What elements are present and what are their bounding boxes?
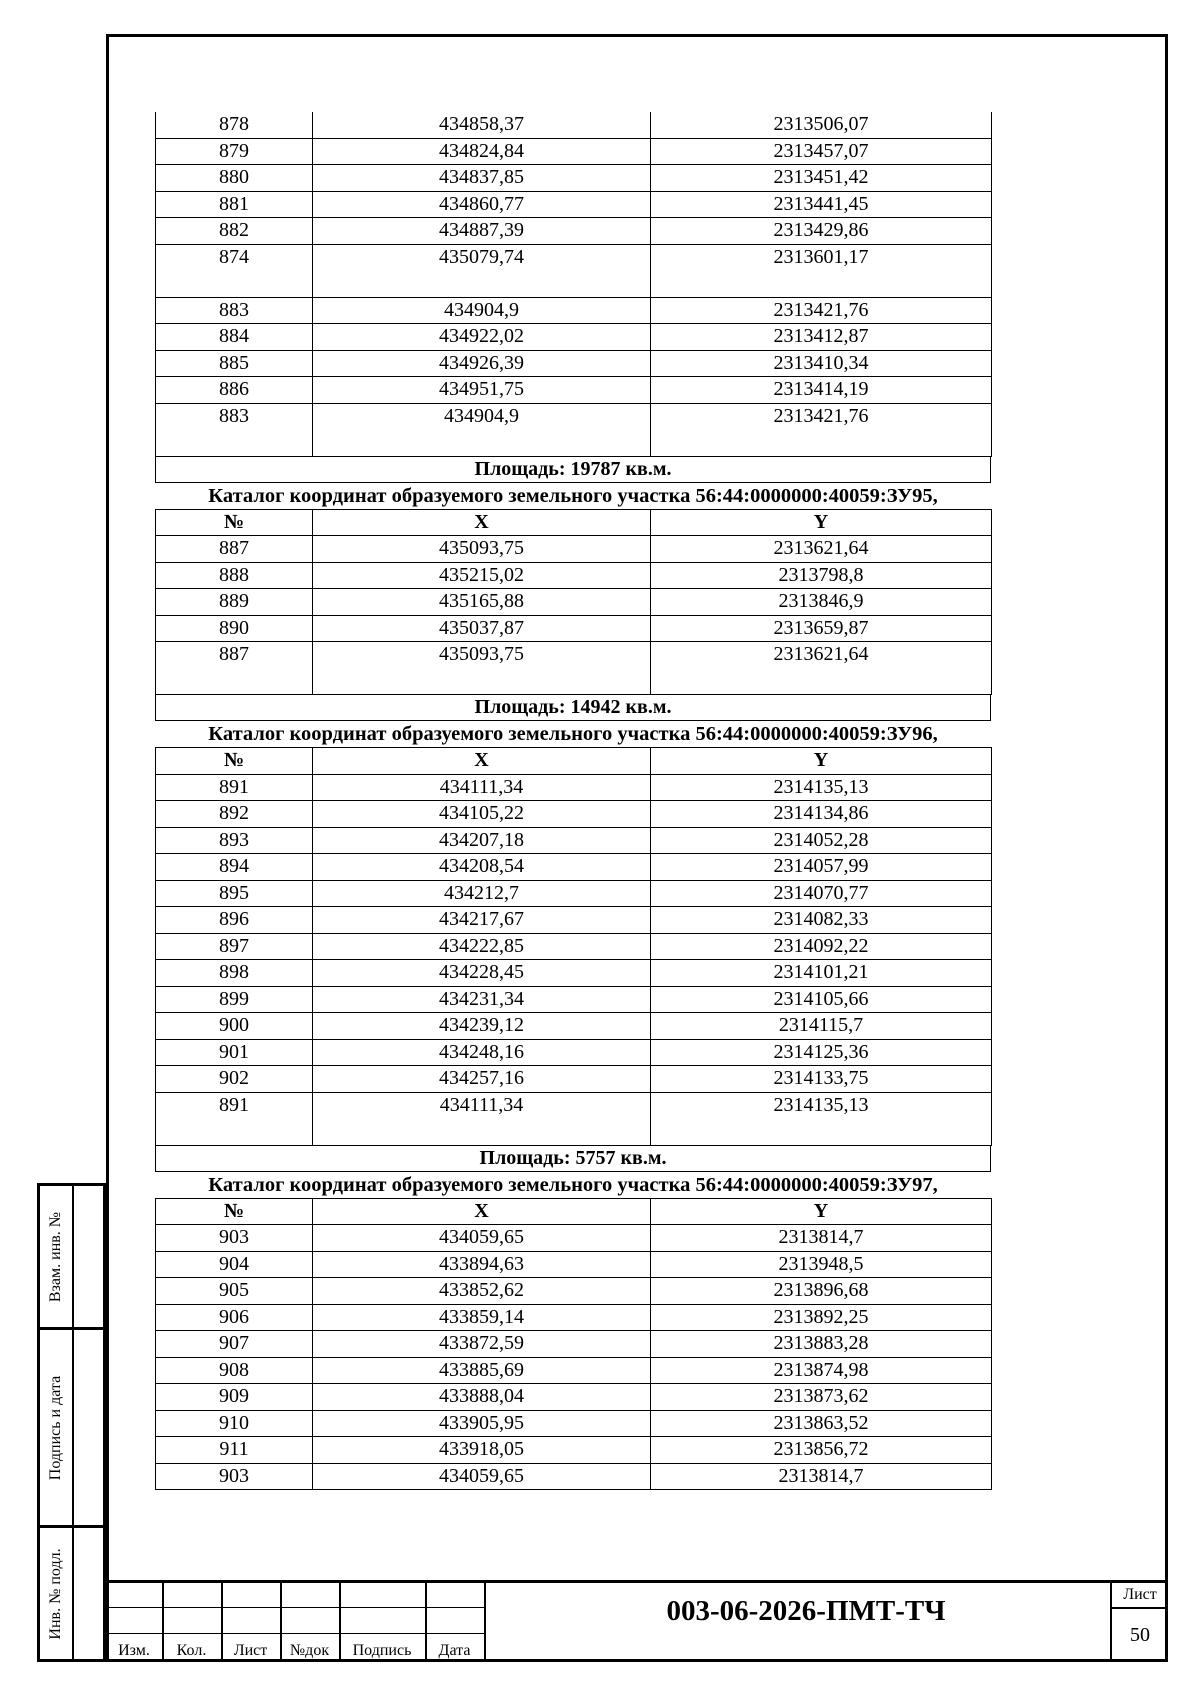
cell-y: 2313621,64 bbox=[651, 536, 992, 563]
table-row bbox=[156, 986, 992, 1013]
coord-table-continued bbox=[155, 112, 992, 457]
table-row bbox=[156, 165, 992, 192]
table-row bbox=[156, 801, 992, 828]
cell-number: 895 bbox=[156, 880, 313, 907]
cell-x: 433918,05 bbox=[313, 1437, 651, 1464]
table-header-row bbox=[156, 1198, 992, 1225]
cell-number: 887 bbox=[156, 536, 313, 563]
cell-y: 2313410,34 bbox=[651, 350, 992, 377]
cell-y: 2313421,76 bbox=[651, 403, 992, 456]
cell-y: 2313451,42 bbox=[651, 165, 992, 192]
cell-y: 2313621,64 bbox=[651, 642, 992, 695]
catalog-caption-zu97: Каталог координат образуемого земельного участка 56:44:0000000:40059:ЗУ97, bbox=[208, 1173, 938, 1196]
cell-y: 2313896,68 bbox=[651, 1278, 992, 1305]
cell-y: 2314057,99 bbox=[651, 854, 992, 881]
cell-x: 435093,75 bbox=[313, 536, 651, 563]
cell-number: 905 bbox=[156, 1278, 313, 1305]
cell-x: 434887,39 bbox=[313, 218, 651, 245]
cell-number: 882 bbox=[156, 218, 313, 245]
header-y: Y bbox=[651, 748, 992, 775]
cell-y: 2314135,13 bbox=[651, 1092, 992, 1145]
table-row bbox=[156, 138, 992, 165]
cell-number: 908 bbox=[156, 1357, 313, 1384]
cell-x: 435215,02 bbox=[313, 562, 651, 589]
cell-number: 906 bbox=[156, 1304, 313, 1331]
catalog-caption-zu95: Каталог координат образуемого земельного участка 56:44:0000000:40059:ЗУ95, bbox=[208, 484, 938, 507]
side-label-podpis-data: Подпись и дата bbox=[47, 1375, 64, 1480]
cell-number: 874 bbox=[156, 244, 313, 297]
cell-y: 2313883,28 bbox=[651, 1331, 992, 1358]
table-row bbox=[156, 1278, 992, 1305]
header-x: X bbox=[313, 509, 651, 536]
coord-table-zu95 bbox=[155, 509, 992, 696]
cell-number: 911 bbox=[156, 1437, 313, 1464]
cell-number: 885 bbox=[156, 350, 313, 377]
table-row bbox=[156, 1092, 992, 1145]
table-row bbox=[156, 854, 992, 881]
cell-number: 899 bbox=[156, 986, 313, 1013]
side-stamp-podpis-data bbox=[37, 1327, 106, 1528]
label-list: Лист bbox=[233, 1642, 268, 1659]
table-row bbox=[156, 827, 992, 854]
table-row bbox=[156, 1384, 992, 1411]
cell-x: 434111,34 bbox=[313, 774, 651, 801]
cell-x: 434926,39 bbox=[313, 350, 651, 377]
cell-number: 909 bbox=[156, 1384, 313, 1411]
cell-number: 890 bbox=[156, 615, 313, 642]
table-row bbox=[156, 218, 992, 245]
title-block-grid bbox=[106, 1583, 486, 1662]
table-row bbox=[156, 377, 992, 404]
table-row bbox=[156, 1463, 992, 1490]
cell-y: 2313457,07 bbox=[651, 138, 992, 165]
cell-number: 887 bbox=[156, 642, 313, 695]
cell-number: 889 bbox=[156, 589, 313, 616]
cell-number: 894 bbox=[156, 854, 313, 881]
sheet-box bbox=[1110, 1583, 1168, 1662]
cell-y: 2313412,87 bbox=[651, 324, 992, 351]
cell-y: 2313414,19 bbox=[651, 377, 992, 404]
table-row bbox=[156, 642, 992, 695]
cell-number: 901 bbox=[156, 1039, 313, 1066]
cell-y: 2313948,5 bbox=[651, 1251, 992, 1278]
cell-x: 434257,16 bbox=[313, 1066, 651, 1093]
catalog-caption-zu96: Каталог координат образуемого земельного участка 56:44:0000000:40059:ЗУ96, bbox=[208, 723, 938, 745]
cell-y: 2314135,13 bbox=[651, 774, 992, 801]
cell-x: 434111,34 bbox=[313, 1092, 651, 1145]
cell-number: 903 bbox=[156, 1463, 313, 1490]
cell-number: 891 bbox=[156, 1092, 313, 1145]
cell-y: 2314092,22 bbox=[651, 933, 992, 960]
header-number: № bbox=[156, 509, 313, 536]
header-x: X bbox=[313, 1198, 651, 1225]
label-kol: Кол. bbox=[176, 1642, 207, 1659]
table-row bbox=[156, 1437, 992, 1464]
table-row bbox=[156, 880, 992, 907]
document-code: 003-06-2026-ПМТ-ТЧ bbox=[666, 1595, 946, 1627]
table-row bbox=[156, 244, 992, 297]
cell-x: 434207,18 bbox=[313, 827, 651, 854]
cell-y: 2313814,7 bbox=[651, 1463, 992, 1490]
cell-x: 434231,34 bbox=[313, 986, 651, 1013]
cell-x: 434837,85 bbox=[313, 165, 651, 192]
cell-x: 434212,7 bbox=[313, 880, 651, 907]
cell-number: 896 bbox=[156, 907, 313, 934]
cell-number: 892 bbox=[156, 801, 313, 828]
cell-x: 435093,75 bbox=[313, 642, 651, 695]
cell-x: 435165,88 bbox=[313, 589, 651, 616]
area-label-1: Площадь: 19787 кв.м. bbox=[155, 457, 991, 483]
table-header-row bbox=[156, 509, 992, 536]
cell-number: 898 bbox=[156, 960, 313, 987]
table-row bbox=[156, 615, 992, 642]
table-row bbox=[156, 960, 992, 987]
side-stamp-zam-inv bbox=[37, 1183, 106, 1330]
cell-y: 2313863,52 bbox=[651, 1410, 992, 1437]
cell-y: 2314082,33 bbox=[651, 907, 992, 934]
cell-y: 2314133,75 bbox=[651, 1066, 992, 1093]
cell-x: 434904,9 bbox=[313, 403, 651, 456]
header-x: X bbox=[313, 748, 651, 775]
cell-x: 434059,65 bbox=[313, 1225, 651, 1252]
cell-x: 434228,45 bbox=[313, 960, 651, 987]
cell-number: 884 bbox=[156, 324, 313, 351]
table-row bbox=[156, 1013, 992, 1040]
cell-number: 888 bbox=[156, 562, 313, 589]
cell-x: 433872,59 bbox=[313, 1331, 651, 1358]
area-label-3: Площадь: 5757 кв.м. bbox=[155, 1146, 991, 1172]
label-podpis: Подпись bbox=[352, 1642, 412, 1659]
cell-y: 2313873,62 bbox=[651, 1384, 992, 1411]
sheet-number: 50 bbox=[1130, 1624, 1150, 1646]
cell-y: 2313798,8 bbox=[651, 562, 992, 589]
cell-y: 2313659,87 bbox=[651, 615, 992, 642]
cell-x: 433905,95 bbox=[313, 1410, 651, 1437]
cell-y: 2313892,25 bbox=[651, 1304, 992, 1331]
cell-x: 434951,75 bbox=[313, 377, 651, 404]
table-row bbox=[156, 297, 992, 324]
cell-number: 883 bbox=[156, 403, 313, 456]
table-row bbox=[156, 774, 992, 801]
cell-x: 434217,67 bbox=[313, 907, 651, 934]
cell-x: 434858,37 bbox=[313, 112, 651, 138]
table-row bbox=[156, 112, 992, 138]
label-ndok: №док bbox=[289, 1642, 330, 1659]
title-block bbox=[106, 1580, 1168, 1662]
cell-number: 897 bbox=[156, 933, 313, 960]
cell-number: 902 bbox=[156, 1066, 313, 1093]
cell-number: 880 bbox=[156, 165, 313, 192]
cell-x: 434222,85 bbox=[313, 933, 651, 960]
cell-number: 878 bbox=[156, 112, 313, 138]
cell-number: 903 bbox=[156, 1225, 313, 1252]
cell-y: 2313814,7 bbox=[651, 1225, 992, 1252]
cell-number: 910 bbox=[156, 1410, 313, 1437]
cell-x: 433852,62 bbox=[313, 1278, 651, 1305]
side-stamp-inv-podl bbox=[37, 1525, 106, 1662]
table-row bbox=[156, 1410, 992, 1437]
cell-x: 433894,63 bbox=[313, 1251, 651, 1278]
table-row bbox=[156, 1066, 992, 1093]
table-row bbox=[156, 1039, 992, 1066]
page-content bbox=[155, 112, 991, 1490]
table-row bbox=[156, 1331, 992, 1358]
cell-number: 879 bbox=[156, 138, 313, 165]
cell-x: 433885,69 bbox=[313, 1357, 651, 1384]
cell-number: 881 bbox=[156, 191, 313, 218]
area-label-2: Площадь: 14942 кв.м. bbox=[155, 695, 991, 721]
cell-x: 434904,9 bbox=[313, 297, 651, 324]
cell-x: 434922,02 bbox=[313, 324, 651, 351]
cell-x: 435037,87 bbox=[313, 615, 651, 642]
sheet-label: Лист bbox=[1112, 1583, 1168, 1609]
table-row bbox=[156, 350, 992, 377]
cell-x: 434860,77 bbox=[313, 191, 651, 218]
cell-y: 2313421,76 bbox=[651, 297, 992, 324]
cell-y: 2313441,45 bbox=[651, 191, 992, 218]
coord-table-zu97 bbox=[155, 1198, 992, 1491]
cell-x: 435079,74 bbox=[313, 244, 651, 297]
table-row bbox=[156, 191, 992, 218]
header-number: № bbox=[156, 1198, 313, 1225]
table-row bbox=[156, 1251, 992, 1278]
cell-x: 434248,16 bbox=[313, 1039, 651, 1066]
cell-y: 2313874,98 bbox=[651, 1357, 992, 1384]
cell-x: 434208,54 bbox=[313, 854, 651, 881]
cell-number: 900 bbox=[156, 1013, 313, 1040]
cell-number: 891 bbox=[156, 774, 313, 801]
cell-y: 2314115,7 bbox=[651, 1013, 992, 1040]
cell-number: 893 bbox=[156, 827, 313, 854]
table-row bbox=[156, 536, 992, 563]
cell-number: 883 bbox=[156, 297, 313, 324]
cell-number: 904 bbox=[156, 1251, 313, 1278]
cell-y: 2314134,86 bbox=[651, 801, 992, 828]
header-y: Y bbox=[651, 1198, 992, 1225]
cell-number: 907 bbox=[156, 1331, 313, 1358]
header-y: Y bbox=[651, 509, 992, 536]
side-label-zam-inv: Взам. инв. № bbox=[47, 1211, 64, 1302]
cell-y: 2313856,72 bbox=[651, 1437, 992, 1464]
cell-x: 434059,65 bbox=[313, 1463, 651, 1490]
cell-y: 2314070,77 bbox=[651, 880, 992, 907]
table-row bbox=[156, 562, 992, 589]
cell-y: 2313846,9 bbox=[651, 589, 992, 616]
cell-x: 434239,12 bbox=[313, 1013, 651, 1040]
cell-y: 2314101,21 bbox=[651, 960, 992, 987]
table-row bbox=[156, 324, 992, 351]
cell-number: 886 bbox=[156, 377, 313, 404]
cell-y: 2313429,86 bbox=[651, 218, 992, 245]
cell-y: 2314052,28 bbox=[651, 827, 992, 854]
cell-x: 433888,04 bbox=[313, 1384, 651, 1411]
cell-x: 433859,14 bbox=[313, 1304, 651, 1331]
header-number: № bbox=[156, 748, 313, 775]
table-row bbox=[156, 403, 992, 456]
label-data: Дата bbox=[438, 1642, 471, 1659]
coord-table-zu96 bbox=[155, 747, 992, 1146]
label-izm: Изм. bbox=[118, 1642, 150, 1659]
cell-y: 2313601,17 bbox=[651, 244, 992, 297]
table-row bbox=[156, 1304, 992, 1331]
cell-y: 2313506,07 bbox=[651, 112, 992, 138]
table-header-row bbox=[156, 748, 992, 775]
cell-x: 434824,84 bbox=[313, 138, 651, 165]
table-row bbox=[156, 1357, 992, 1384]
cell-x: 434105,22 bbox=[313, 801, 651, 828]
side-label-inv-podl: Инв. № подл. bbox=[47, 1547, 64, 1640]
table-row bbox=[156, 933, 992, 960]
table-row bbox=[156, 589, 992, 616]
cell-y: 2314105,66 bbox=[651, 986, 992, 1013]
cell-y: 2314125,36 bbox=[651, 1039, 992, 1066]
table-row bbox=[156, 907, 992, 934]
table-row bbox=[156, 1225, 992, 1252]
